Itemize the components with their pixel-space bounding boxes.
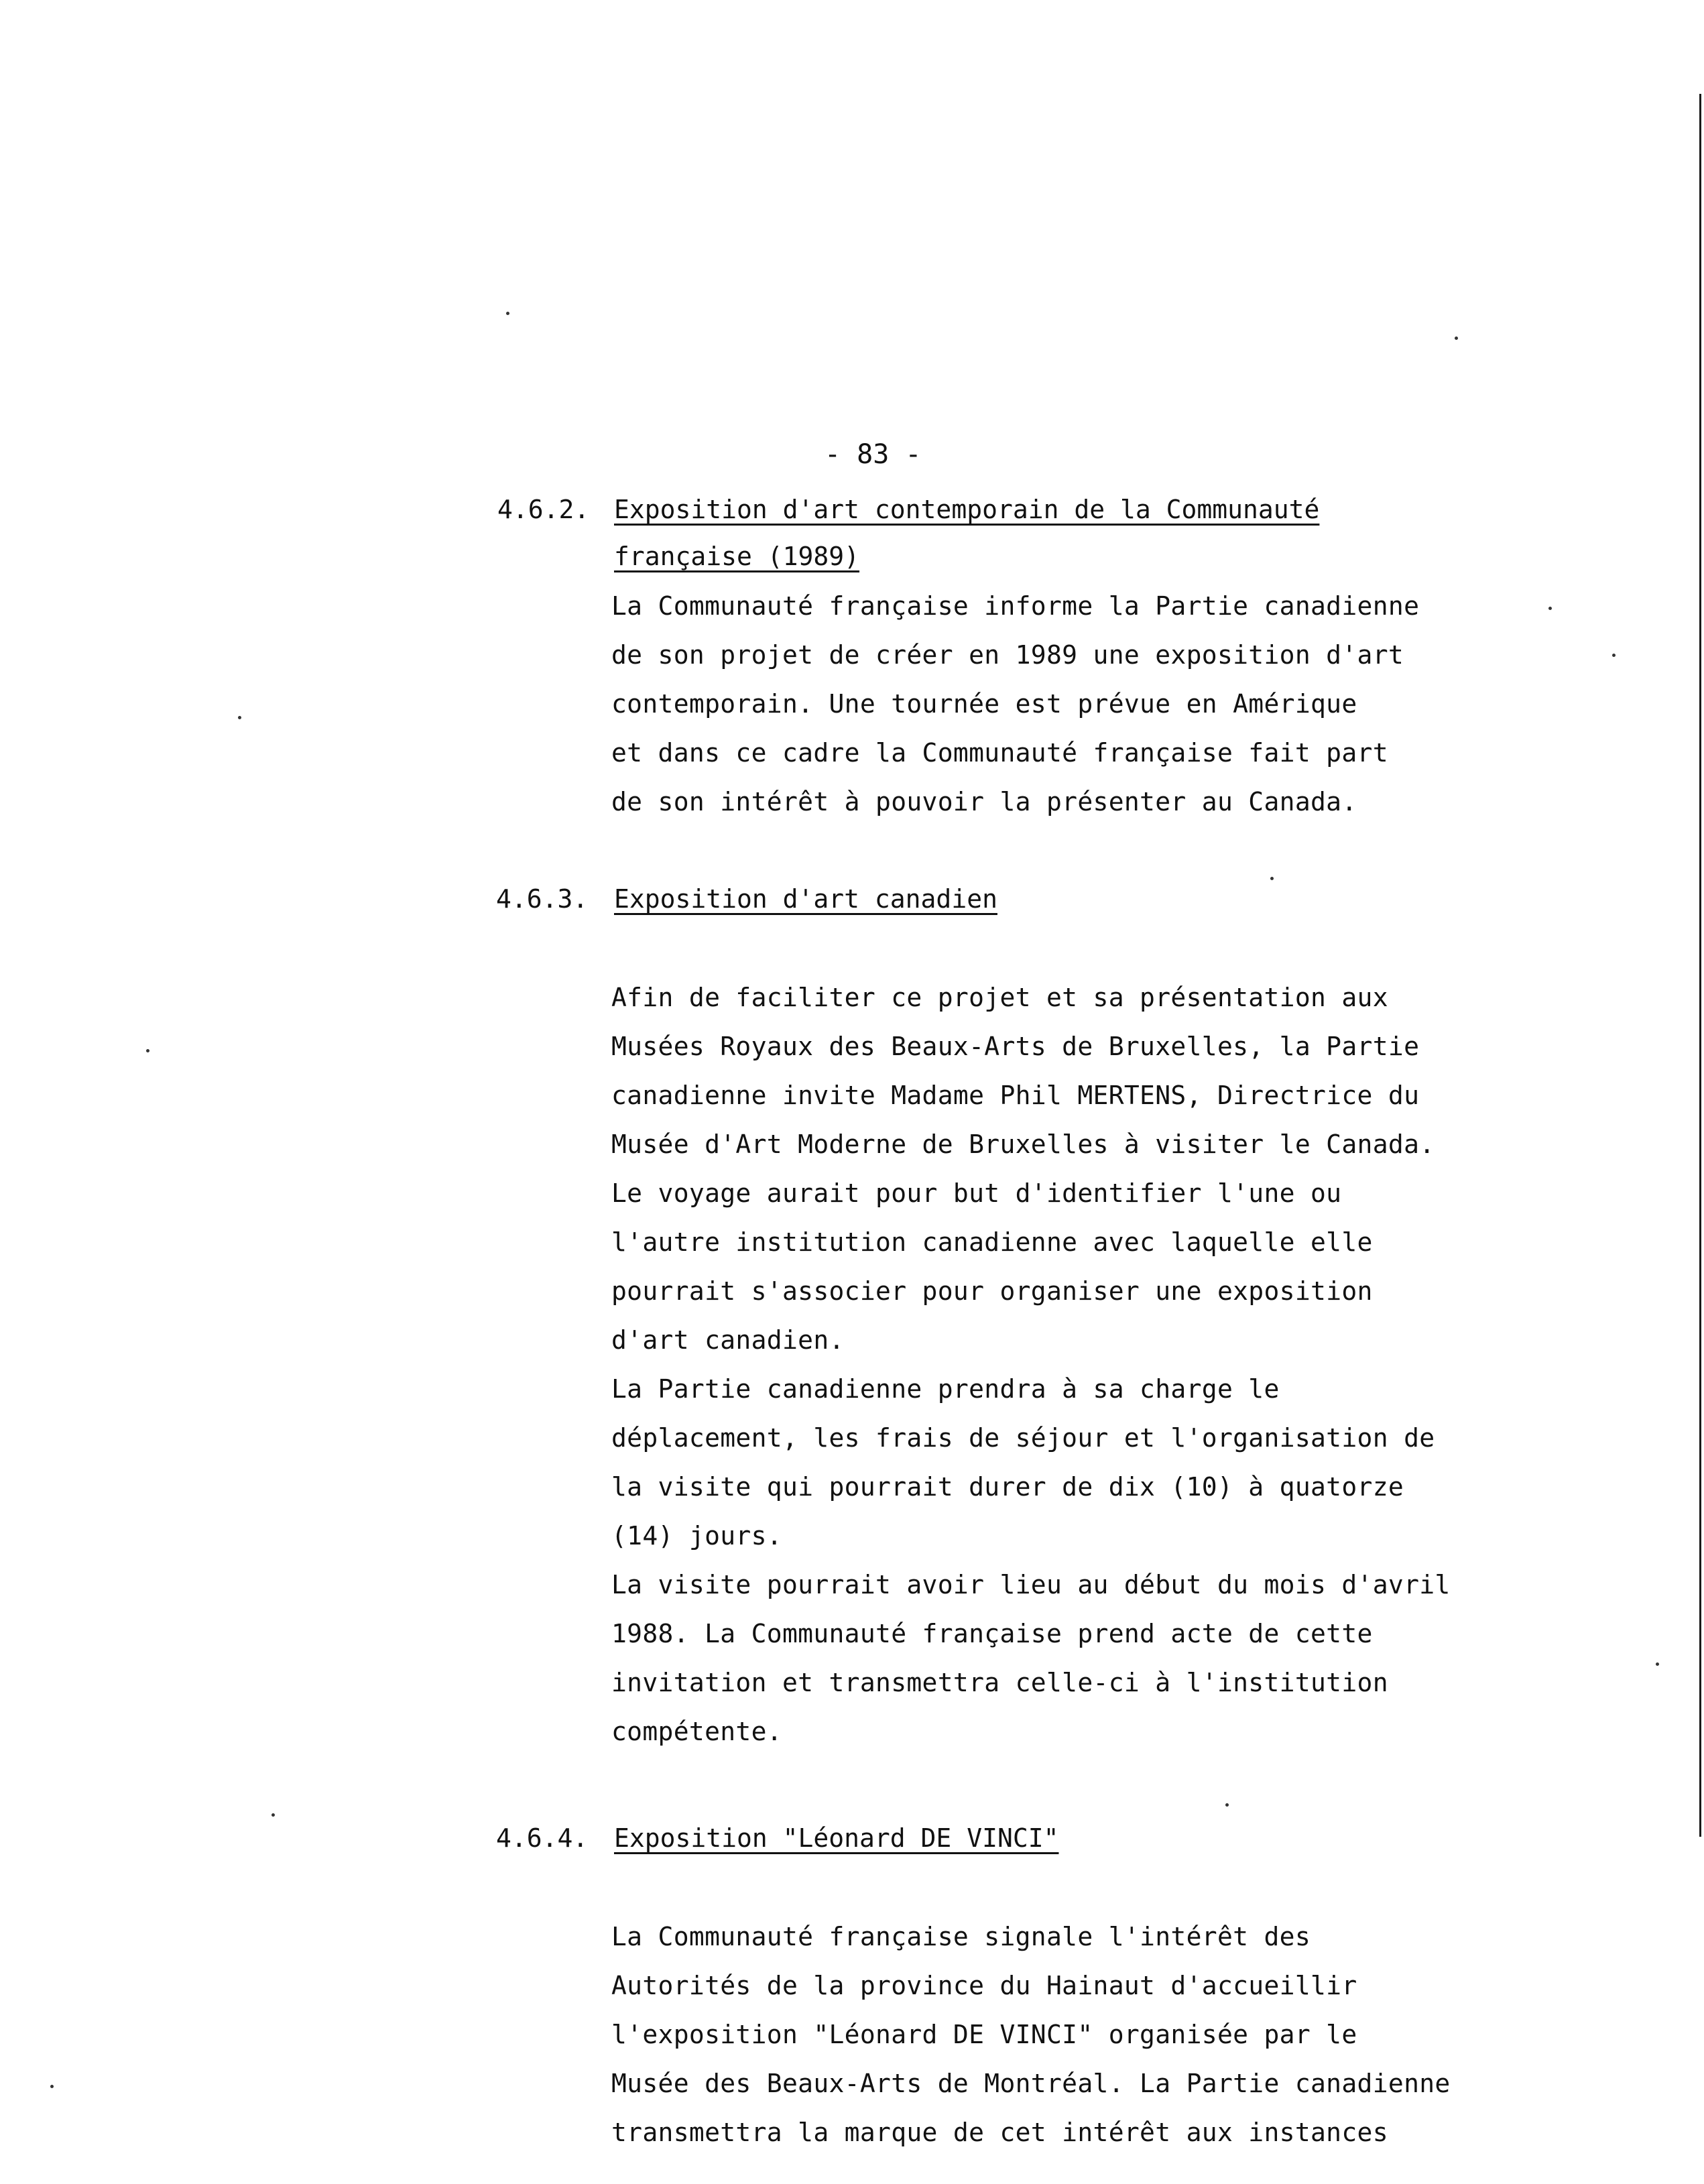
scan-speck	[271, 1813, 275, 1817]
paragraph-line: Autorités de la province du Hainaut d'accueillir	[611, 1971, 1357, 2000]
paragraph-line: la visite qui pourrait durer de dix (10) à quatorze	[611, 1472, 1404, 1502]
paragraph-line: La visite pourrait avoir lieu au début du mois d'avril	[611, 1570, 1451, 1599]
paragraph-line: compétente.	[611, 1717, 782, 1746]
section-title: Exposition "Léonard DE VINCI"	[614, 1823, 1059, 1853]
section-number: 4.6.3.	[496, 884, 589, 914]
scan-speck	[506, 312, 509, 315]
paragraph-line: Le voyage aurait pour but d'identifier l'une ou	[611, 1178, 1342, 1208]
scan-speck	[238, 716, 241, 719]
paragraph-line: contemporain. Une tournée est prévue en Amérique	[611, 689, 1357, 719]
paragraph-line: Musée d'Art Moderne de Bruxelles à visiter le Canada.	[611, 1130, 1435, 1159]
paragraph-line: de son projet de créer en 1989 une exposition d'art	[611, 640, 1404, 670]
scan-speck	[1270, 877, 1274, 880]
paragraph-line: déplacement, les frais de séjour et l'organisation de	[611, 1423, 1435, 1453]
paragraph-line: Musées Royaux des Beaux-Arts de Bruxelles, la Partie	[611, 1032, 1420, 1061]
section-title: Exposition d'art contemporain de la Communauté	[614, 495, 1320, 524]
page-edge-line	[1699, 94, 1701, 1837]
section-number: 4.6.2.	[497, 495, 590, 524]
paragraph-line: La Partie canadienne prendra à sa charge le	[611, 1374, 1280, 1404]
scan-speck	[1612, 654, 1616, 657]
paragraph-line: de son intérêt à pouvoir la présenter au Canada.	[611, 787, 1357, 816]
scan-speck	[146, 1049, 149, 1052]
paragraph-line: pourrait s'associer pour organiser une exposition	[611, 1276, 1373, 1306]
page-number: - 83 -	[825, 439, 922, 470]
paragraph-line: Afin de faciliter ce projet et sa présentation aux	[611, 983, 1388, 1012]
paragraph-line: invitation et transmettra celle-ci à l'institution	[611, 1668, 1388, 1697]
paragraph-line: La Communauté française informe la Partie canadienne	[611, 591, 1420, 621]
paragraph-line: La Communauté française signale l'intérêt des	[611, 1922, 1311, 1951]
paragraph-line: l'autre institution canadienne avec laquelle elle	[611, 1227, 1373, 1257]
section-title: française (1989)	[614, 542, 860, 571]
scan-speck	[50, 2085, 54, 2088]
scan-speck	[1548, 607, 1552, 610]
section-title: Exposition d'art canadien	[614, 884, 997, 914]
paragraph-line: (14) jours.	[611, 1521, 782, 1551]
paragraph-line: Musée des Beaux-Arts de Montréal. La Partie canadienne	[611, 2069, 1451, 2098]
paragraph-line: l'exposition "Léonard DE VINCI" organisée par le	[611, 2020, 1357, 2049]
paragraph-line: d'art canadien.	[611, 1325, 845, 1355]
paragraph-line: et dans ce cadre la Communauté française fait part	[611, 738, 1388, 768]
paragraph-line: transmettra la marque de cet intérêt aux instances	[611, 2118, 1388, 2147]
scan-speck	[1225, 1803, 1229, 1807]
scan-speck	[1656, 1662, 1659, 1666]
paragraph-line: 1988. La Communauté française prend acte de cette	[611, 1619, 1373, 1648]
paragraph-line: canadienne invite Madame Phil MERTENS, Directrice du	[611, 1081, 1420, 1110]
scan-speck	[1455, 337, 1458, 340]
section-number: 4.6.4.	[496, 1823, 589, 1853]
